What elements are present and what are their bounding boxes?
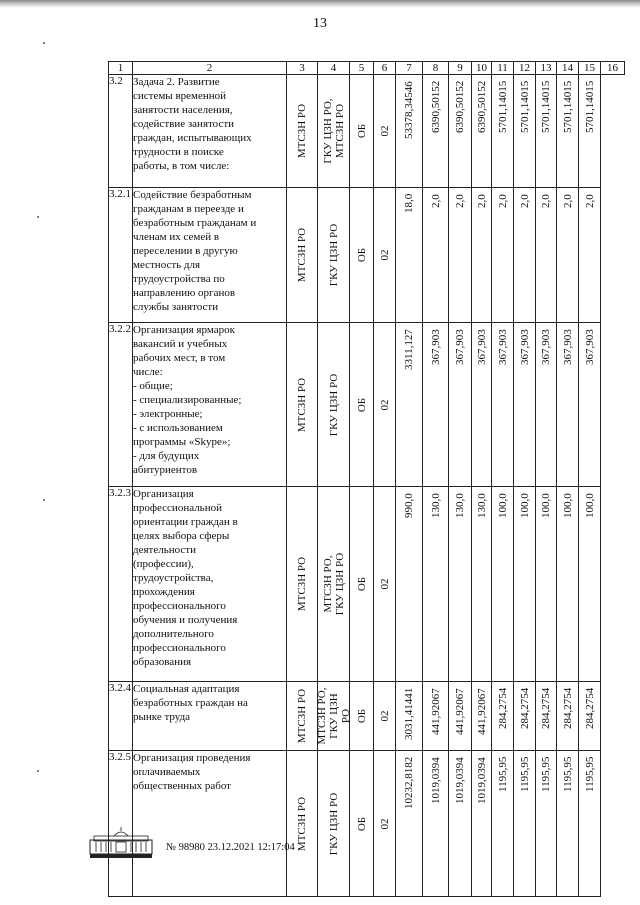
table-row	[109, 487, 625, 682]
item-number: 3.2.2	[109, 323, 133, 487]
column-number: 6	[374, 62, 396, 75]
measure-name-line: членам их семей в	[133, 231, 220, 243]
participant: ГКУ ЦЗН РО	[327, 223, 340, 287]
column-number: 16	[601, 62, 625, 75]
year-amount: 1195,95	[561, 756, 574, 792]
year-amount: 2,0	[540, 194, 552, 208]
responsible-executor: МТСЗН РО	[296, 377, 308, 432]
column-number: 11	[492, 62, 514, 75]
year-amount: 1019,0394	[454, 757, 466, 804]
measure-name-line: обучения и получения	[133, 614, 238, 626]
year-amount: 1195,95	[583, 756, 596, 792]
year-amount: 100,0	[561, 493, 574, 518]
column-number: 5	[350, 62, 374, 75]
registry-emblem-icon	[88, 826, 154, 860]
measure-name-line: местность для	[133, 259, 201, 271]
measure-name-line: трудности в поиске	[133, 146, 224, 158]
column-number: 4	[318, 62, 350, 75]
measure-name-line: занятости населения,	[133, 104, 233, 116]
year-amount: 5701,14015	[518, 80, 531, 133]
table-row	[109, 751, 625, 897]
scan-speck	[37, 216, 39, 218]
year-amount: 284,2754	[496, 687, 509, 729]
measure-name	[133, 188, 287, 323]
measure-name	[133, 487, 287, 682]
funding-source: ОБ	[355, 708, 368, 724]
year-amount: 100,0	[518, 493, 531, 518]
column-number: 3	[287, 62, 318, 75]
measure-name-line: - для будущих	[133, 450, 200, 462]
budget-code: 02	[378, 125, 391, 137]
measure-name-line: - электронные;	[133, 408, 203, 420]
measure-name-line: переселении в другую	[133, 245, 238, 257]
measure-name-line: Задача 2. Развитие	[133, 76, 220, 88]
measure-name-line: направлению органов	[133, 287, 236, 299]
total-amount: 3031,41441	[403, 687, 415, 740]
participant: ГКУ ЦЗН РО	[327, 373, 340, 436]
year-amount: 2,0	[429, 194, 442, 208]
participant: МТСЗН РО, ГКУ ЦЗН РО	[321, 552, 346, 616]
year-amount: 367,903	[583, 329, 596, 365]
measure-name-line: безработных граждан на	[133, 697, 248, 709]
year-amount: 2,0	[454, 194, 466, 208]
measure-name-line: - с использованием	[133, 422, 223, 434]
total-amount: 990,0	[403, 493, 415, 518]
measure-name-line: системы временной	[133, 90, 227, 102]
year-amount: 5701,14015	[496, 80, 509, 133]
measure-name-line: целях выбора сферы	[133, 530, 230, 542]
scan-speck	[37, 770, 39, 772]
column-number: 8	[423, 62, 449, 75]
year-amount: 1019,0394	[475, 757, 488, 804]
measure-name-line: безработным гражданам и	[133, 217, 257, 229]
column-number: 13	[536, 62, 557, 75]
year-amount: 2,0	[475, 194, 488, 208]
responsible-executor: МТСЗН РО	[296, 556, 308, 612]
year-amount: 2,0	[518, 194, 531, 208]
year-amount: 6390,50152	[475, 80, 488, 133]
year-amount: 367,903	[540, 329, 552, 365]
year-amount: 100,0	[583, 493, 596, 518]
funding-source: ОБ	[355, 816, 368, 831]
measure-name-line: гражданам в переезде и	[133, 203, 244, 215]
measure-name-line: Социальная адаптация	[133, 683, 240, 695]
participant: МТСЗН РО, ГКУ ЦЗН РО	[315, 687, 352, 745]
table-row	[109, 323, 625, 487]
column-number: 15	[579, 62, 601, 75]
year-amount: 6390,50152	[429, 80, 442, 133]
measure-name-line: профессиональной	[133, 502, 222, 514]
measure-name-line: числе:	[133, 366, 163, 378]
budget-code: 02	[378, 399, 391, 410]
item-number: 3.2.5	[109, 751, 133, 897]
measure-name-line: вакансий и учебных	[133, 338, 228, 350]
year-amount: 284,2754	[540, 687, 552, 729]
measure-name-line: граждан, испытывающих	[133, 132, 252, 144]
year-amount: 1195,95	[496, 756, 509, 792]
year-amount: 367,903	[429, 329, 442, 365]
measure-name-line: содействие занятости	[133, 118, 235, 130]
table-row	[109, 188, 625, 323]
measure-name-line: профессионального	[133, 642, 226, 654]
measure-name-line: программы «Skype»;	[133, 436, 231, 448]
measure-name-line: абитуриентов	[133, 464, 198, 476]
responsible-executor: МТСЗН РО	[296, 103, 308, 159]
measure-name-line: общественных работ	[133, 780, 231, 792]
measure-name-line: дополнительного	[133, 628, 214, 640]
item-number: 3.2	[109, 75, 133, 188]
document-registration-stamp: № 98980 23.12.2021 12:17:04	[166, 842, 295, 853]
year-amount: 5701,14015	[561, 80, 574, 133]
measure-name-line: Организация проведения	[133, 752, 251, 764]
measure-name-line: профессионального	[133, 600, 226, 612]
year-amount: 1195,95	[540, 756, 552, 792]
year-amount: 367,903	[475, 329, 488, 365]
column-number: 12	[514, 62, 536, 75]
total-amount: 10232,8182	[403, 756, 415, 809]
column-number: 1	[109, 62, 133, 75]
measure-name-line: деятельности	[133, 544, 196, 556]
scan-speck	[43, 499, 45, 501]
measure-name	[133, 75, 287, 188]
year-amount: 130,0	[429, 493, 442, 518]
scan-top-edge	[0, 0, 640, 8]
year-amount: 2,0	[561, 194, 574, 208]
item-number: 3.2.4	[109, 682, 133, 751]
year-amount: 441,92067	[475, 688, 488, 735]
measure-name-line: рынке труда	[133, 711, 191, 723]
year-amount: 5701,14015	[540, 80, 552, 133]
total-amount: 3311,127	[403, 329, 415, 370]
funding-source: ОБ	[355, 123, 368, 139]
budget-code: 02	[378, 249, 391, 261]
measure-name-line: - общие;	[133, 380, 173, 392]
measure-name-line: (профессии),	[133, 558, 194, 570]
year-amount: 367,903	[561, 329, 574, 365]
year-amount: 441,92067	[454, 688, 466, 735]
measure-name-line: трудоустройства,	[133, 572, 214, 584]
program-measures-table	[108, 61, 625, 897]
measure-name-line: оплачиваемых	[133, 766, 201, 778]
year-amount: 130,0	[475, 493, 488, 518]
funding-source: ОБ	[355, 247, 368, 263]
total-amount: 53378,34546	[403, 81, 415, 139]
year-amount: 367,903	[496, 329, 509, 365]
page-number: 13	[313, 16, 327, 31]
year-amount: 367,903	[454, 329, 466, 365]
scan-speck	[43, 42, 45, 44]
measure-name-line: ориентации граждан в	[133, 516, 238, 528]
column-number: 10	[472, 62, 492, 75]
responsible-executor: МТСЗН РО	[296, 227, 308, 283]
year-amount: 284,2754	[518, 687, 531, 729]
column-number: 9	[449, 62, 472, 75]
measure-name	[133, 751, 287, 897]
funding-source: ОБ	[355, 397, 368, 412]
table-row	[109, 682, 625, 751]
year-amount: 284,2754	[561, 687, 574, 729]
participant: ГКУ ЦЗН РО, МТСЗН РО	[321, 98, 346, 164]
measure-name-line: Организация	[133, 488, 194, 500]
funding-source: ОБ	[355, 576, 368, 592]
year-amount: 100,0	[496, 493, 509, 518]
year-amount: 2,0	[583, 194, 596, 208]
measure-name-line: работы, в том числе:	[133, 160, 230, 172]
year-amount: 284,2754	[583, 687, 596, 729]
measure-name-line: службы занятости	[133, 301, 219, 313]
year-amount: 6390,50152	[454, 80, 466, 133]
column-number: 7	[396, 62, 423, 75]
measure-name-line: Содействие безработным	[133, 189, 252, 201]
measure-name-line: трудоустройства по	[133, 273, 225, 285]
item-number: 3.2.1	[109, 188, 133, 323]
column-number: 14	[557, 62, 579, 75]
responsible-executor: МТСЗН РО	[296, 688, 308, 744]
item-number: 3.2.3	[109, 487, 133, 682]
measure-name-line: рабочих мест, в том	[133, 352, 226, 364]
measure-name-line: Организация ярмарок	[133, 324, 235, 336]
year-amount: 1195,95	[518, 756, 531, 792]
budget-code: 02	[378, 710, 391, 722]
measure-name	[133, 682, 287, 751]
table-row	[109, 75, 625, 188]
year-amount: 441,92067	[429, 688, 442, 735]
measure-name-line: - специализированные;	[133, 394, 242, 406]
year-amount: 1019,0394	[429, 757, 442, 804]
year-amount: 367,903	[518, 329, 531, 365]
total-amount: 18,0	[403, 193, 415, 213]
column-numbers-row	[109, 62, 625, 75]
year-amount: 5701,14015	[583, 80, 596, 133]
measure-name	[133, 323, 287, 487]
budget-code: 02	[378, 578, 391, 590]
responsible-executor: МТСЗН РО	[296, 796, 308, 851]
year-amount: 100,0	[540, 493, 552, 518]
year-amount: 2,0	[496, 194, 509, 208]
budget-code: 02	[378, 818, 391, 829]
measure-name-line: прохождения	[133, 586, 195, 598]
measure-name-line: образования	[133, 656, 192, 668]
year-amount: 130,0	[454, 493, 466, 518]
column-number: 2	[133, 62, 287, 75]
participant: ГКУ ЦЗН РО	[327, 792, 340, 855]
